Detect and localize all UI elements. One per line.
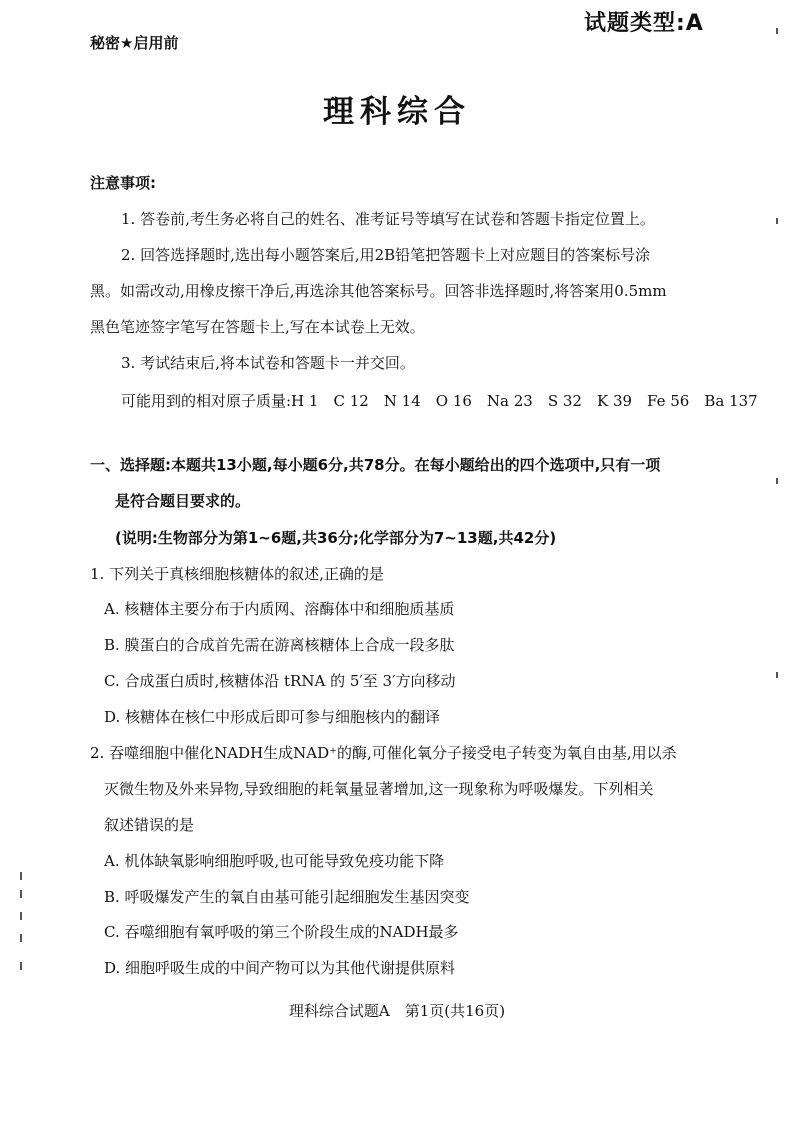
notice-item-2-line-1: 2. 回答选择题时,选出每小题答案后,用2B铅笔把答题卡上对应题目的答案标号涂 (121, 246, 651, 264)
page-title: 理科综合 (323, 94, 471, 130)
question-1-option-d: D. 核糖体在核仁中形成后即可参与细胞核内的翻译 (104, 708, 441, 726)
question-2-option-d: D. 细胞呼吸生成的中间产物可以为其他代谢提供原料 (104, 959, 456, 977)
question-2-stem-line-2: 灭微生物及外来异物,导致细胞的耗氧量显著增加,这一现象称为呼吸爆发。下列相关 (104, 780, 654, 798)
notice-item-2-line-2: 黑。如需改动,用橡皮擦干净后,再选涂其他答案标号。回答非选择题时,将答案用0.5mm (90, 282, 667, 300)
notice-item-1: 1. 答卷前,考生务必将自己的姓名、准考证号等填写在试卷和答题卡指定位置上。 (121, 210, 655, 228)
question-2-stem-line-1: 2. 吞噬细胞中催化NADH生成NAD⁺的酶,可催化氧分子接受电子转变为氧自由基,用以杀 (90, 744, 677, 762)
binding-mark (776, 672, 778, 678)
section-1-heading-line-2: 是符合题目要求的。 (115, 492, 251, 510)
section-1-note: (说明:生物部分为第1~6题,共36分;化学部分为7~13题,共42分) (115, 529, 557, 547)
question-2-stem-line-3: 叙述错误的是 (104, 816, 195, 834)
question-2-option-b: B. 呼吸爆发产生的氧自由基可能引起细胞发生基因突变 (104, 888, 470, 906)
binding-mark (776, 28, 778, 34)
question-2-option-a: A. 机体缺氧影响细胞呼吸,也可能导致免疫功能下降 (104, 852, 445, 870)
page-footer: 理科综合试题A 第1页(共16页) (288, 1002, 506, 1020)
atomic-mass-line: 可能用到的相对原子质量:H 1 C 12 N 14 O 16 Na 23 S 32 K 39 Fe 56 Ba 137 (121, 392, 758, 410)
notice-heading: 注意事项: (90, 174, 156, 192)
notice-item-2-line-3: 黑色笔迹签字笔写在答题卡上,写在本试卷上无效。 (90, 318, 425, 336)
binding-mark (20, 872, 22, 880)
question-1-option-b: B. 膜蛋白的合成首先需在游离核糖体上合成一段多肽 (104, 636, 455, 654)
exam-type-label: 试题类型:A (584, 11, 704, 36)
question-1-stem: 1. 下列关于真核细胞核糖体的叙述,正确的是 (90, 565, 384, 583)
binding-mark (20, 934, 22, 942)
binding-mark (776, 478, 778, 484)
binding-mark (20, 962, 22, 970)
question-1-option-c: C. 合成蛋白质时,核糖体沿 tRNA 的 5′至 3′方向移动 (104, 672, 456, 690)
confidential-label: 秘密★启用前 (90, 34, 179, 52)
question-1-option-a: A. 核糖体主要分布于内质网、溶酶体中和细胞质基质 (104, 600, 455, 618)
question-2-option-c: C. 吞噬细胞有氧呼吸的第三个阶段生成的NADH最多 (104, 923, 459, 941)
binding-mark (20, 912, 22, 920)
section-1-heading-line-1: 一、选择题:本题共13小题,每小题6分,共78分。在每小题给出的四个选项中,只有一项 (90, 456, 661, 474)
notice-item-3: 3. 考试结束后,将本试卷和答题卡一并交回。 (121, 354, 415, 372)
binding-mark (776, 218, 778, 224)
binding-mark (20, 890, 22, 898)
